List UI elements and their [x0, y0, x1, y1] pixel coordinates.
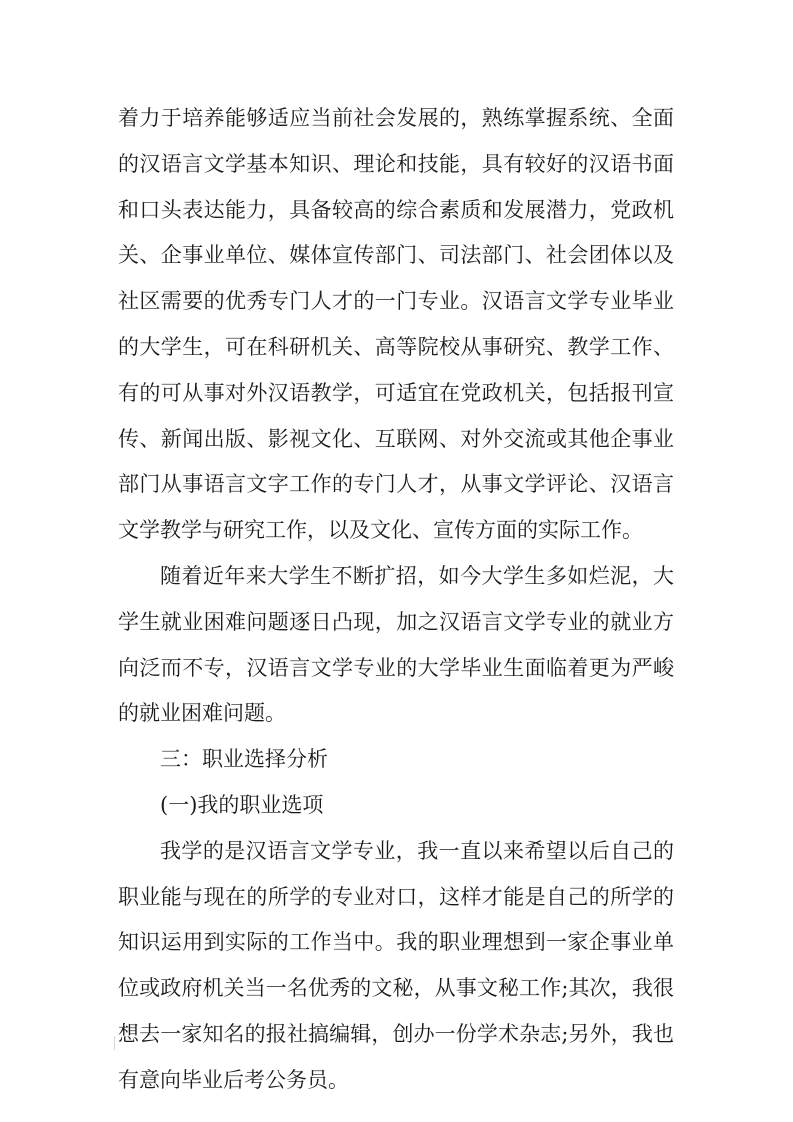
body-paragraph-2: 随着近年来大学生不断扩招，如今大学生多如烂泥，大学生就业困难问题逐日凸现，加之汉语言文学专业的就业方向泛而不专，汉语言文学专业的大学毕业生面临着更为严峻的就业困难问题。: [118, 563, 674, 726]
body-paragraph-3: 我学的是汉语言文学专业，我一直以来希望以后自己的职业能与现在的所学的专业对口，这样才能是自己的所学的知识运用到实际的工作当中。我的职业理想到一家企事业单位或政府机关当一名优秀的文秘，从事文秘工作;其次，我很想去一家知名的报社搞编辑，创办一份学术杂志;另外，我也有意向毕业后考公务员。: [118, 838, 674, 1092]
document-body: [118, 96, 674, 1104]
page-corner-mark: [114, 1036, 121, 1050]
subsection-heading: (一)我的职业选项: [160, 792, 324, 817]
section-heading: 三：职业选择分析: [160, 747, 328, 772]
body-paragraph-1: 着力于培养能够适应当前社会发展的，熟练掌握系统、全面的汉语言文学基本知识、理论和技能，具有较好的汉语书面和口头表达能力，具备较高的综合素质和发展潜力，党政机关、企事业单位、媒体宣传部门、司法部门、社会团体以及社区需要的优秀专门人才的一门专业。汉语言文学专业毕业的大学生，可在科研机关、高等院校从事研究、教学工作、有的可从事对外汉语教学，可适宜在党政机关，包括报刊宣传、新闻出版、影视文化、互联网、对外交流或其他企事业部门从事语言文字工作的专门人才，从事文学评论、汉语言文学教学与研究工作，以及文化、宣传方面的实际工作。: [118, 106, 674, 543]
